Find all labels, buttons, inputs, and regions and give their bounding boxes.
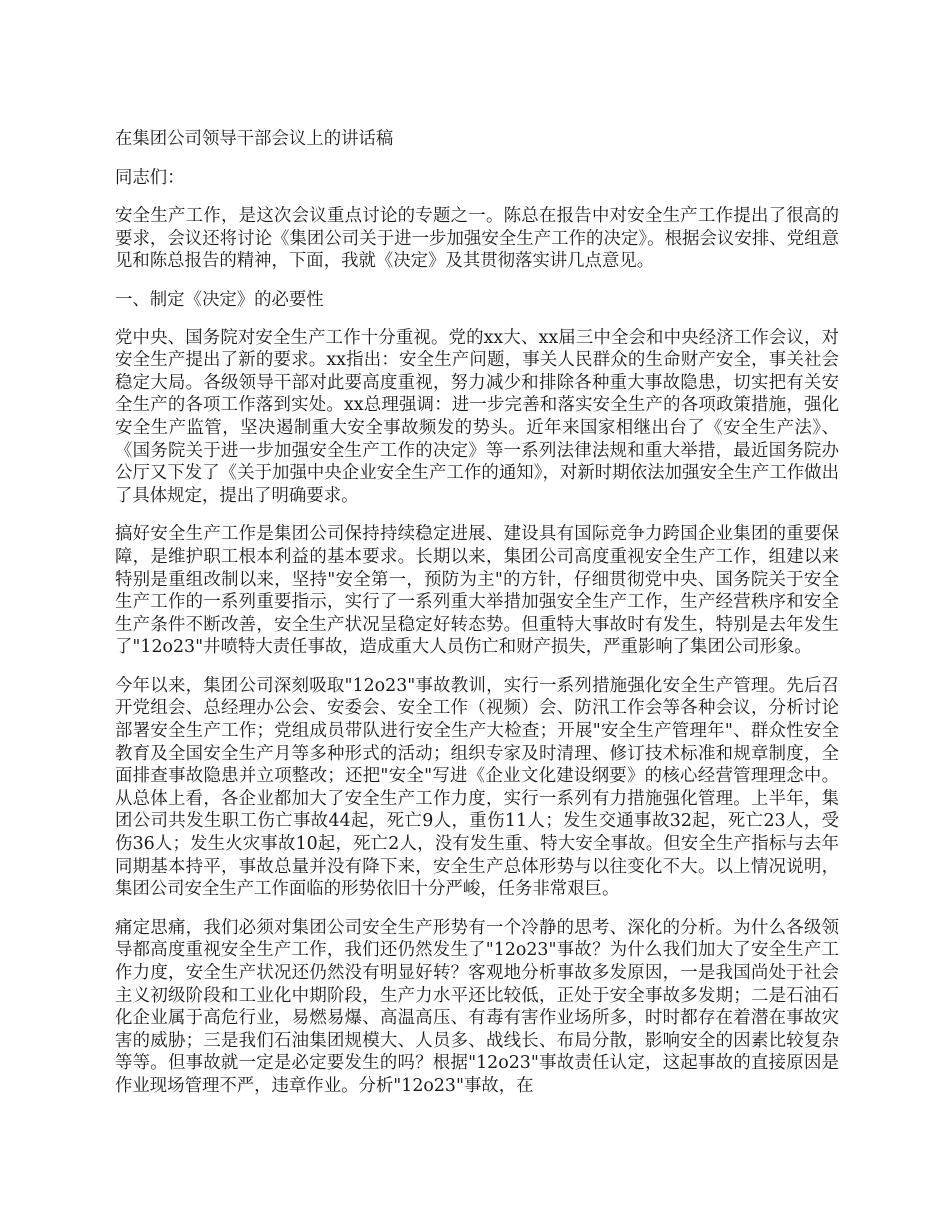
paragraph: 今年以来，集团公司深刻吸取"12o23"事故教训，实行一系列措施强化安全生产管理。先后召开党组会、总经理办公会、安委会、安全工作（视频）会、防汛工作会等各种会议，分析讨论部署安全生产工作；党组成员带队进行安全生产大检查；开展"安全生产管理年"、群众性安全教育及全国安全生产月等多种形式的活动；组织专家及时清理、修订技术标准和规章制度，全面排查事故隐患并立项整改；还把"安全"写进《企业文化建设纲要》的核心经营管理理念中。从总体上看，各企业都加大了安全生产工作力度，实行一系列有力措施强化管理。上半年，集团公司共发生职工伤亡事故44起，死亡9人，重伤11人；发生交通事故32起，死亡23人，受伤36人；发生火灾事故10起，死亡2人，没有发生重、特大安全事故。但安全生产指标与去年同期基本持平，事故总量并没有降下来，安全生产总体形势与以往变化不大。以上情况说明，集团公司安全生产工作面临的形势依旧十分严峻，任务非常艰巨。 xyxy=(115,675,839,900)
paragraph: 党中央、国务院对安全生产工作十分重视。党的xx大、xx届三中全会和中央经济工作会议，对安全生产提出了新的要求。xx指出：安全生产问题，事关人民群众的生命财产安全，事关社会稳定大局。各级领导干部对此要高度重视，努力减少和排除各种重大事故隐患，切实把有关安全生产的各项工作落到实处。xx总理强调：进一步完善和落实安全生产的各项政策措施，强化安全生产监管，坚决遏制重大安全事故频发的势头。近年来国家相继出台了《安全生产法》、《国务院关于进一步加强安全生产工作的决定》等一系列法律法规和重大举措，最近国务院办公厅又下发了《关于加强中央企业安全生产工作的通知》，对新时期依法加强安全生产工作做出了具体规定，提出了明确要求。 xyxy=(115,327,839,506)
paragraph: 痛定思痛，我们必须对集团公司安全生产形势有一个冷静的思考、深化的分析。为什么各级领导都高度重视安全生产工作，我们还仍然发生了"12o23"事故？为什么我们加大了安全生产工作力度，安全生产状况还仍然没有明显好转？客观地分析事故多发原因，一是我国尚处于社会主义初级阶段和工业化中期阶段，生产力水平还比较低，正处于安全事故多发期；二是石油石化企业属于高危行业，易燃易爆、高温高压、有毒有害作业场所多，时时都存在着潜在事故灾害的威胁；三是我们石油集团规模大、人员多、战线长、布局分散，影响安全的因素比较复杂等等。但事故就一定是必定要发生的吗？根据"12o23"事故责任认定，这起事故的直接原因是作业现场管理不严，违章作业。分析"12o23"事故，在 xyxy=(115,917,839,1096)
paragraph-intro: 安全生产工作，是这次会议重点讨论的专题之一。陈总在报告中对安全生产工作提出了很高的要求，会议还将讨论《集团公司关于进一步加强安全生产工作的决定》。根据会议安排、党组意见和陈总报告的精神，下面，我就《决定》及其贯彻落实讲几点意见。 xyxy=(115,206,839,272)
salutation: 同志们： xyxy=(115,167,185,188)
document-title: 在集团公司领导干部会议上的讲话稿 xyxy=(115,129,394,149)
section-heading: 一、制定《决定》的必要性 xyxy=(115,289,324,310)
paragraph: 搞好安全生产工作是集团公司保持持续稳定进展、建设具有国际竞争力跨国企业集团的重要保障，是维护职工根本利益的基本要求。长期以来，集团公司高度重视安全生产工作，组建以来特别是重组改制以来，坚持"安全第一，预防为主"的方针，仔细贯彻党中央、国务院关于安全生产工作的一系列重要指示，实行了一系列重大举措加强安全生产工作，生产经营秩序和安全生产条件不断改善，安全生产状况呈稳定好转态势。但重特大事故时有发生，特别是去年发生了"12o23"井喷特大责任事故，造成重大人员伤亡和财产损失，严重影响了集团公司形象。 xyxy=(115,524,839,658)
document-body xyxy=(115,128,839,1114)
